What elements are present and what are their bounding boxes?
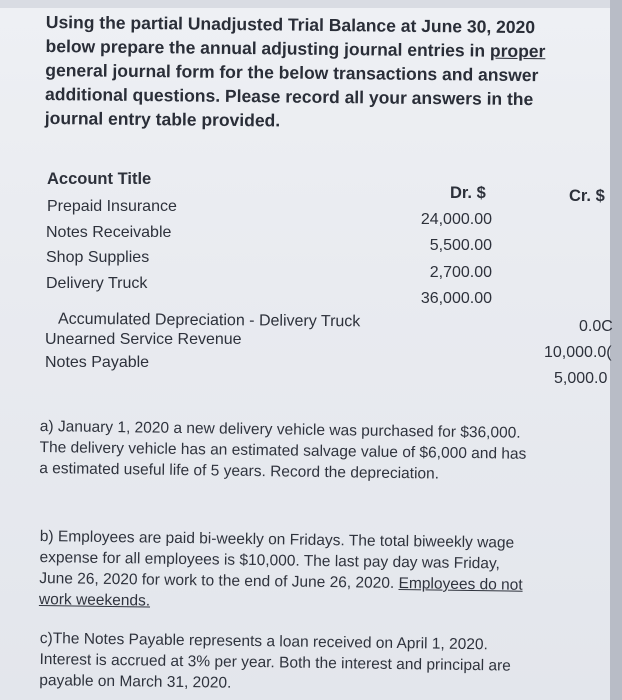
debit-value: 24,000.00: [420, 211, 492, 228]
question-b-text: b) Employees are paid bi-weekly on Fridays. The total biweekly wage expense for all employees is $10,000. The last pay day was Friday, June 26, 2020 for work to the end of June 26, 2020.: [39, 527, 515, 592]
account-row: Shop Supplies: [46, 249, 150, 266]
question-b: [39, 526, 530, 617]
account-row: Unearned Service Revenue: [45, 331, 242, 348]
credit-value: 0.0C: [579, 318, 613, 335]
account-row: Accumulated Depreciation - Delivery Truck: [57, 310, 361, 331]
account-row: Delivery Truck: [46, 275, 148, 292]
account-title-header: Account Title: [47, 170, 152, 188]
account-row: Prepaid Insurance: [47, 198, 177, 215]
instructions-proper: proper: [489, 40, 546, 62]
debit-value: 36,000.00: [420, 290, 492, 307]
debit-value: 2,700.00: [429, 264, 492, 281]
account-row: Notes Receivable: [46, 224, 172, 241]
question-a: a) January 1, 2020 a new delivery vehicle was purchased for $36,000. The delivery vehicle has an estimated salvage value of $6,000 and has a estimated useful life of 5 years. Record the depreciation.: [39, 417, 527, 483]
credit-value: 5,000.0: [554, 370, 608, 387]
credit-value: 10,000.0(: [544, 344, 612, 361]
instructions-text-1: Using the partial Unadjusted Trial Balance at June 30, 2020 below prepare the annual adjusting journal entries in: [45, 11, 536, 61]
debit-header: Dr. $: [450, 184, 486, 202]
instructions-text-2: general journal form for the below transactions and answer additional questions. Please record all your answers in the journal entry table provided.: [44, 59, 539, 131]
debit-value: 5,500.00: [429, 237, 492, 254]
question-b-underlined: Employees do not work weekends.: [38, 575, 523, 610]
question-c: c)The Notes Payable represents a loan received on April 1, 2020. Interest is accrued at 3% per year. Both the interest and principal are payable on March 31, 2020.: [39, 629, 511, 692]
credit-header: Cr. $: [569, 187, 605, 205]
account-row: Notes Payable: [45, 354, 150, 371]
